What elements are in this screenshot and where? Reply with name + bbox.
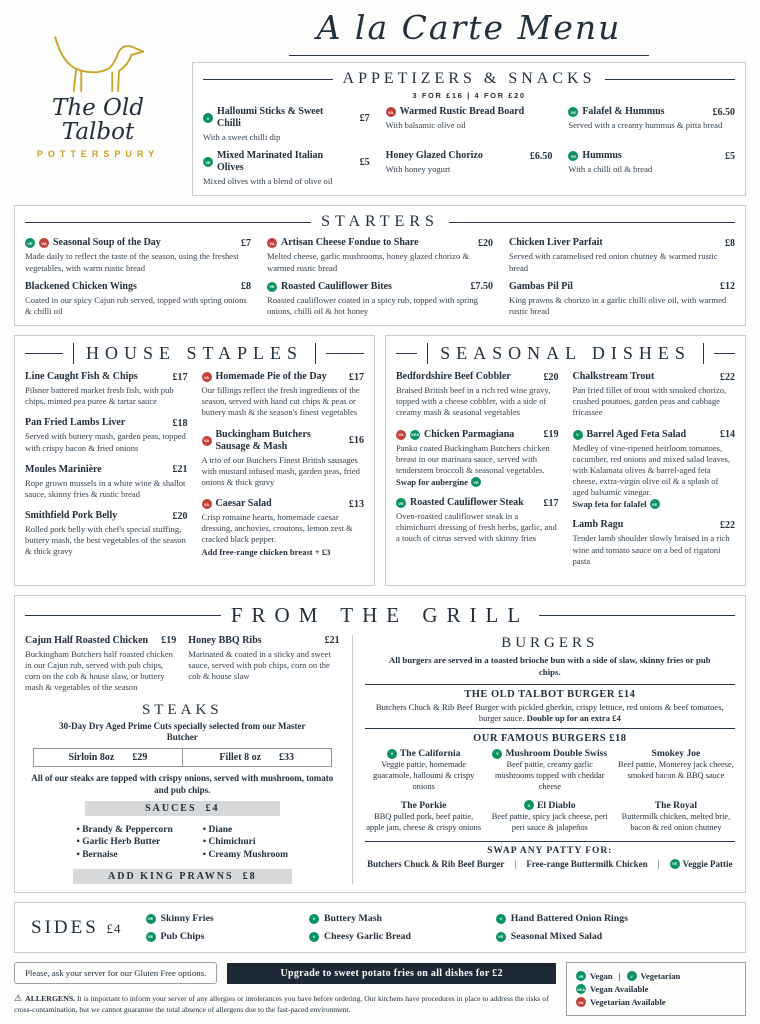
burger-item: The Porkie BBQ pulled pork, beef pattie, apple jam, cheese & crispy onions <box>366 799 482 832</box>
menu-item <box>25 464 188 500</box>
item-name: Moules Marinière <box>25 463 102 475</box>
burgers-title: BURGERS <box>501 634 599 651</box>
item-price: £20 <box>543 371 559 383</box>
vegetarian-icon: V <box>627 971 637 981</box>
sides-price: £4 <box>106 920 122 936</box>
house-staples-section <box>14 335 375 586</box>
item-desc: Crisp romaine hearts, homemade caesar dressing, anchovies, croutons, lemon zest & cracked black pepper. <box>201 512 353 545</box>
vegan-available-icon: VEA <box>410 430 420 440</box>
starters-title: STARTERS <box>321 213 439 231</box>
menu-item <box>396 429 559 488</box>
vegan-icon: VE <box>146 914 156 924</box>
side-item: VE Skinny Fries <box>146 913 301 924</box>
swap-option: Butchers Chuck & Rib Beef Burger <box>367 858 505 869</box>
vegetarian-available-icon: VA <box>202 372 212 382</box>
item-price: £7.50 <box>470 281 493 293</box>
burgers-section <box>352 635 735 884</box>
item-desc: Buckingham Butchers half roasted chicken in our Cajun rub, served with pub chips, corn on the cob & house slaw, or buttery mash & vegetables of the season <box>25 648 173 693</box>
sauce-item: • Chimichuri <box>203 837 288 847</box>
steaks-note: All of our steaks are topped with crispy onions, served with mushroom, tomato and pub chips. <box>31 772 334 795</box>
starters-grid <box>25 237 735 317</box>
talbot-burger-note: Double up for an extra £4 <box>526 712 621 723</box>
menu-item <box>202 498 365 557</box>
item-price: £13 <box>349 498 364 510</box>
burgers-intro: All burgers are served in a toasted brioche bun with a side of slaw, skinny fries or pub chips. <box>388 654 711 677</box>
item-name: Line Caught Fish & Chips <box>25 371 138 383</box>
sauces-lists <box>25 820 340 864</box>
item-desc: Marinated & coated in a sticky and sweet sauce, served with pub chips, corn on the cob & house slaw <box>188 648 331 682</box>
item-desc: Pan fried fillet of trout with smoked chorizo, crushed potatoes, garden peas and cabbage fricassee <box>572 385 727 418</box>
menu-item <box>509 237 735 273</box>
item-price: £17 <box>349 371 364 383</box>
vegan-icon: VE <box>670 859 680 869</box>
sides-title: SIDES £4 <box>31 916 122 938</box>
sauce-item: • Garlic Herb Butter <box>76 837 172 847</box>
item-price: £19 <box>543 429 559 441</box>
allergens-notice: ⚠ ALLERGENS. It is important to inform your server of any allergies or intolerances you have before ordering. Our kitchens have procedures in place to address the risks of cross-contamination, but we cannot guarantee the total absence of allergens due to the fast-paced environment. <box>14 993 549 1015</box>
menu-item <box>396 371 559 419</box>
steak-cuts <box>33 748 332 767</box>
logo-town: POTTERSPURY <box>36 149 160 160</box>
legend-row: VEA Vegan Available <box>576 984 649 995</box>
item-name: Falafel & Hummus <box>582 106 665 117</box>
menu-item <box>25 237 251 273</box>
burger-item: Smokey Joe Beef pattie, Monterey jack cheese, smoked bacon & BBQ sauce <box>618 748 734 780</box>
item-name: Barrel Aged Feta Salad <box>586 428 687 440</box>
footer <box>14 962 746 1016</box>
steaks-intro: 30-Day Dry Aged Prime Cuts specially selected from our Master Butcher <box>59 720 306 743</box>
item-desc: Coated in our spicy Cajun rub served, topped with spring onions & chilli oil <box>25 294 247 316</box>
item-price: £17 <box>172 371 188 383</box>
item-price: £12 <box>720 281 735 293</box>
vegetarian-available-icon: VA <box>267 238 277 248</box>
menu-item <box>203 106 370 143</box>
item-price: £17 <box>543 497 559 509</box>
sauce-item: • Brandy & Peppercorn <box>76 825 172 835</box>
vegan-icon: VE <box>568 151 578 161</box>
item-desc: Served with a creamy hummus & pitta bread <box>568 120 723 130</box>
item-name: Lamb Ragu <box>572 519 624 531</box>
item-price: £20 <box>478 237 493 249</box>
item-desc: A trio of our Butchers Finest British sausages with mustard infused mash, garden peas, fried onions & thick gravy <box>201 454 360 487</box>
appetizers-title: APPETIZERS & SNACKS <box>342 70 596 87</box>
vegetarian-icon: V <box>492 749 502 759</box>
menu-item <box>25 510 188 558</box>
burger-item: V The California Veggie pattie, homemade guacamole, halloumi & crispy onions <box>372 748 475 791</box>
item-name: Blackened Chicken Wings <box>25 280 137 292</box>
burgers-grid <box>365 748 735 834</box>
house-staples-title: HOUSE STAPLES <box>73 343 316 364</box>
vegetarian-icon: V <box>524 800 534 810</box>
appetizers-section <box>192 62 746 196</box>
burger-item: The Royal Buttermilk chicken, melted brie, bacon & red onion chutney <box>621 799 731 832</box>
item-price: £21 <box>172 464 188 476</box>
item-name: Homemade Pie of the Day <box>215 371 327 383</box>
item-desc: Tender lamb shoulder slowly braised in a rich wine and tomato sauce on a bed of rigatoni pasta <box>572 533 730 566</box>
dog-logo-icon <box>40 34 156 96</box>
item-desc: With balsamic olive oil <box>385 120 466 130</box>
menu-item <box>509 281 735 317</box>
menu-item <box>25 371 188 407</box>
vegan-icon: VE <box>576 971 586 981</box>
menu-item <box>386 150 553 187</box>
steaks-title: STEAKS <box>141 701 223 718</box>
vegetarian-available-icon: VA <box>202 499 212 509</box>
grill-left-column <box>25 635 352 884</box>
swap-option: VE Veggie Pattie <box>670 859 733 869</box>
item-desc: Melted cheese, garlic mushrooms, honey glazed chorizo & warmed rustic bread <box>267 251 470 273</box>
page-title: A la Carte Menu <box>192 8 746 62</box>
menu-item <box>573 519 736 567</box>
restaurant-logo <box>14 8 182 205</box>
seasonal-dishes-section <box>385 335 746 586</box>
swap-patty-title: SWAP ANY PATTY FOR: <box>487 845 613 856</box>
seasonal-dishes-title: SEASONAL DISHES <box>427 343 704 364</box>
item-price: £22 <box>720 371 735 383</box>
side-item: VE Seasonal Mixed Salad <box>496 931 729 942</box>
vegetarian-icon: V <box>573 430 583 440</box>
menu-item <box>25 635 176 694</box>
grill-section <box>14 595 746 893</box>
item-name: Gambas Pil Pil <box>509 280 573 292</box>
side-item: V Buttery Mash <box>309 913 488 924</box>
appetizers-deal: 3 FOR £16 | 4 FOR £20 <box>412 91 526 100</box>
menu-item <box>203 150 370 187</box>
sauce-item: • Creamy Mushroom <box>203 850 288 860</box>
menu-item <box>568 150 735 187</box>
legend-row: VA Vegetarian Available <box>576 997 736 1007</box>
menu-item <box>202 429 365 489</box>
item-name: Mixed Marinated Italian Olives <box>217 150 324 174</box>
vegetarian-icon: V <box>387 749 397 759</box>
vegan-icon: VE <box>267 282 277 292</box>
logo-name: The Old Talbot <box>51 95 144 146</box>
middle-row <box>14 335 746 595</box>
divider <box>365 684 735 685</box>
appetizers-grid <box>203 106 735 187</box>
vegan-icon: VE <box>25 238 35 248</box>
item-price: £6.50 <box>712 106 735 118</box>
sauce-item: • Diane <box>203 825 288 835</box>
item-price: £19 <box>161 635 177 647</box>
item-desc: With honey yogurt <box>385 164 451 175</box>
allergens-label: ALLERGENS. <box>25 994 76 1004</box>
vegetarian-icon: V <box>496 914 506 924</box>
vegetarian-icon: V <box>309 914 319 924</box>
sides-grid <box>146 913 729 942</box>
vegan-icon: VE <box>650 499 660 509</box>
item-desc: Rope grown mussels in a white wine & shallot sauce, skinny fries & rustic bread <box>25 477 186 499</box>
item-price: £7 <box>241 237 251 249</box>
sauce-item: • Bernaise <box>76 850 172 860</box>
menu-item <box>386 106 553 143</box>
item-name: Caesar Salad <box>215 498 272 510</box>
item-name: Pan Fried Lambs Liver <box>25 417 126 429</box>
vegetarian-available-icon: VA <box>39 238 49 248</box>
item-name: Chicken Parmagiana <box>424 428 515 440</box>
side-item: V Cheesy Garlic Bread <box>309 931 488 942</box>
item-name: Warmed Rustic Bread Board <box>399 106 525 117</box>
vegan-icon: VE <box>146 932 156 942</box>
item-name: Seasonal Soup of the Day <box>53 237 161 249</box>
upgrade-banner: Upgrade to sweet potato fries on all dishes for £2 <box>227 963 556 984</box>
item-price: £5 <box>725 150 735 162</box>
item-note: Swap feta for falafel VE <box>573 499 736 509</box>
item-desc: With a chilli oil & bread <box>568 164 653 175</box>
item-desc: Made daily to reflect the taste of the season, using the freshest vegetables, with warm rustic bread <box>25 251 239 273</box>
item-desc: Our fillings reflect the fresh ingredients of the season, served with hand cut chips & peas or buttery mash & the season's finest vegetables <box>201 385 360 418</box>
menu-item <box>267 237 493 273</box>
item-desc: Mixed olives with a blend of olive oil <box>203 176 333 187</box>
side-item: V Hand Battered Onion Rings <box>496 913 729 924</box>
item-price: £14 <box>720 429 735 441</box>
item-name: Hummus <box>582 150 622 162</box>
item-desc: King prawns & chorizo in a garlic chilli olive oil, with warmed rustic bread <box>509 294 727 316</box>
menu-item <box>25 281 251 317</box>
vegetarian-icon: V <box>309 932 319 942</box>
menu-item <box>396 497 559 545</box>
menu-item <box>188 635 339 694</box>
item-desc: Panko coated Buckingham Butchers chicken breast in our marinara sauce, served with tenderstem broccoli & seasonal vegetables. <box>396 442 550 475</box>
vegan-icon: VE <box>496 932 506 942</box>
grill-title: FROM THE GRILL <box>230 602 530 627</box>
burger-item: V El Diablo Beef pattie, spicy jack cheese, peri peri sauce & jalapeños <box>491 799 608 832</box>
legend-row: VE Vegan | V Vegetarian <box>576 971 736 981</box>
menu-item <box>202 371 365 419</box>
item-desc: Roasted cauliflower coated in a spicy rub, topped with spring onions, chilli oil & hot honey <box>267 294 478 316</box>
item-name: Buckingham Butchers Sausage & Mash <box>215 428 311 452</box>
item-price: £16 <box>349 435 364 447</box>
steak-cut: Sirloin 8oz £29 <box>68 751 148 763</box>
item-desc: With a sweet chilli dip <box>203 132 281 142</box>
gluten-free-notice: Please, ask your server for our Gluten Free options. <box>14 962 217 984</box>
menu-item <box>573 429 736 510</box>
starters-section <box>14 205 746 326</box>
side-item: VE Pub Chips <box>146 931 301 942</box>
item-name: Roasted Cauliflower Steak <box>410 497 524 509</box>
item-name: Honey BBQ Ribs <box>188 634 262 646</box>
header-right <box>182 8 746 205</box>
vegan-icon: VE <box>396 498 406 508</box>
talbot-burger-desc: Butchers Chuck & Rib Beef Burger with pickled gherkin, crispy lettuce, red onions & beef tomatoes, burger sauce. Double up for an extra £4 <box>375 701 724 723</box>
vegan-icon: VE <box>203 157 213 167</box>
vegetarian-available-icon: VA <box>396 430 406 440</box>
swap-patty-section: SWAP ANY PATTY FOR: Butchers Chuck & Rib Beef Burger | Free-range Buttermilk Chicken | VE Veggie Pattie <box>365 841 735 869</box>
menu-item <box>25 417 188 453</box>
item-name: Artisan Cheese Fondue to Share <box>281 237 419 249</box>
item-desc: Oven-roasted cauliflower steak in a chimichurri dressing of fresh herbs, garlic, and a touch of citrus served with skinny fries <box>396 511 557 544</box>
item-desc: Medley of vine-ripened heirloom tomatoes, cucumber, red onions and mixed salad leaves, with Kalamata olives & barrel-aged feta cheese, extra-virgin olive oil & a splash of aged balsamic vinegar. <box>572 442 731 498</box>
vegan-icon: VE <box>568 107 578 117</box>
item-price: £21 <box>324 635 340 647</box>
steaks-section <box>25 702 340 885</box>
item-price: £5 <box>359 156 370 168</box>
vegetarian-available-icon: VA <box>386 107 396 117</box>
item-price: £22 <box>720 519 735 531</box>
talbot-burger-title: THE OLD TALBOT BURGER £14 <box>464 688 636 700</box>
item-name: Honey Glazed Chorizo <box>385 150 483 162</box>
item-name: Smithfield Pork Belly <box>25 510 118 522</box>
burger-item: V Mushroom Double Swiss Beef pattie, creamy garlic mushrooms topped with cheddar cheese <box>491 748 609 793</box>
vegetarian-available-icon: VA <box>576 997 586 1007</box>
item-name: Roasted Cauliflower Bites <box>281 280 392 292</box>
item-desc: Pilsner battered market fresh fish, with pub chips, minted pea puree & tartar sauce <box>25 385 174 407</box>
item-desc: Braised British beef in a rich red wine gravy, topped with a cheese cobbler, with a side of creamy mash & seasonal vegetables <box>396 385 551 418</box>
appetizers-title-row <box>203 70 735 88</box>
item-desc: Served with buttery mash, garden peas, topped with crispy bacon & fried onions <box>25 431 186 453</box>
sides-section <box>14 902 746 953</box>
starters-title-row <box>25 213 735 231</box>
item-price: £18 <box>172 417 188 429</box>
vegetarian-icon: V <box>203 113 213 123</box>
steak-cut: Fillet 8 oz £33 <box>182 749 331 766</box>
sauces-band: SAUCES £4 <box>85 801 280 816</box>
divider <box>365 728 735 729</box>
item-name: Chalkstream Trout <box>572 371 655 383</box>
vegetarian-available-icon: VA <box>202 436 212 446</box>
item-price: £6.50 <box>529 150 553 162</box>
menu-item <box>267 281 493 317</box>
warning-icon: ⚠ <box>14 993 23 1004</box>
item-note: Swap for aubergine VE <box>396 477 559 487</box>
item-name: Chicken Liver Parfait <box>509 237 603 249</box>
header <box>14 8 746 205</box>
item-price: £20 <box>172 510 188 522</box>
item-name: Bedfordshire Beef Cobbler <box>396 371 511 383</box>
famous-burgers-title: OUR FAMOUS BURGERS £18 <box>473 733 627 745</box>
item-price: £7 <box>359 112 370 124</box>
item-desc: Served with caramelised red onion chutney & warmed rustic bread <box>509 251 718 273</box>
item-desc: Rolled pork belly with chef's special stuffing, buttery mash, the best vegetables of the season & thick gravy <box>25 524 186 557</box>
item-price: £8 <box>241 281 251 293</box>
item-note: Add free-range chicken breast + £3 <box>201 546 331 557</box>
item-name: Cajun Half Roasted Chicken <box>25 634 149 646</box>
menu-item <box>568 106 735 143</box>
item-price: £8 <box>725 237 735 249</box>
item-name: Halloumi Sticks & Sweet Chilli <box>217 106 324 129</box>
vegan-icon: VE <box>471 477 481 487</box>
vegan-available-icon: VEA <box>576 984 586 994</box>
swap-option: Free-range Buttermilk Chicken <box>526 858 648 869</box>
menu-item <box>573 371 736 419</box>
dietary-legend <box>566 962 746 1016</box>
king-prawns-band: ADD KING PRAWNS £8 <box>73 869 292 884</box>
